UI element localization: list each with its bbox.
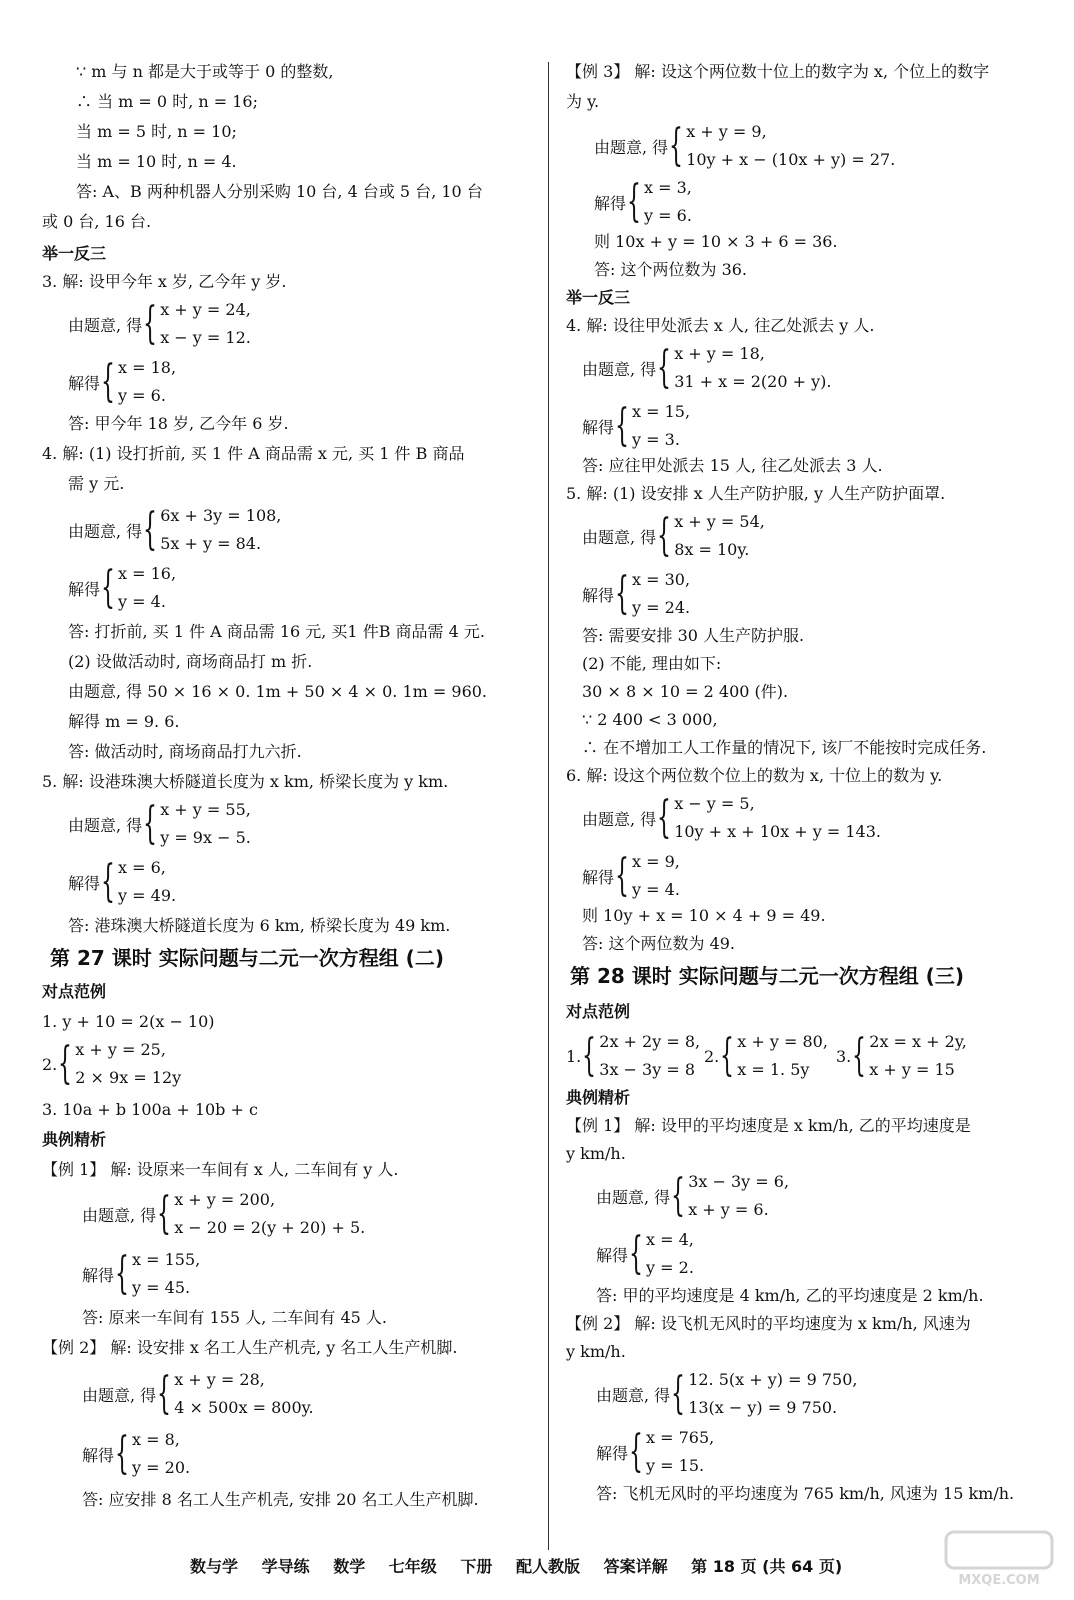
equation: x = 4, bbox=[646, 1230, 694, 1249]
brace-icon: { bbox=[101, 856, 116, 907]
text-line: (2) 设做活动时, 商场商品打 m 折. bbox=[68, 652, 313, 671]
equation: x + y = 24, bbox=[160, 300, 251, 319]
problem-statement: 5. 解: (1) 设安排 x 人生产防护服, y 人生产防护面罩. bbox=[566, 484, 946, 503]
system-label: 解得 bbox=[594, 193, 627, 213]
system-label: 解得 bbox=[82, 1445, 115, 1465]
equation: x = 765, bbox=[646, 1428, 715, 1447]
brace-icon: { bbox=[58, 1038, 73, 1089]
brace-icon: { bbox=[671, 1368, 686, 1419]
footer-page-number: 第 18 页 (共 64 页) bbox=[691, 1557, 843, 1576]
text-line: 答: A、B 两种机器人分别采购 10 台, 4 台或 5 台, 10 台 bbox=[76, 182, 483, 201]
problem-statement: 3. 解: 设甲今年 x 岁, 乙今年 y 岁. bbox=[42, 272, 287, 291]
system-label: 由题意, 得 bbox=[582, 527, 657, 547]
text-line: ∵ 2 400 < 3 000, bbox=[582, 710, 718, 729]
text-line: ∴ 当 m = 0 时, n = 16; bbox=[76, 92, 258, 111]
text-line: y km/h. bbox=[566, 1144, 626, 1163]
problem-statement: 4. 解: 设往甲处派去 x 人, 往乙处派去 y 人. bbox=[566, 316, 875, 335]
text-line: 则 10y + x = 10 × 4 + 9 = 49. bbox=[582, 906, 826, 925]
system-label: 由题意, 得 bbox=[582, 809, 657, 829]
example-statement: 【例 3】 解: 设这个两位数十位上的数字为 x, 个位上的数字 bbox=[566, 62, 990, 81]
equation: x + y = 55, bbox=[160, 800, 251, 819]
text-line: 为 y. bbox=[566, 92, 600, 111]
solution-system bbox=[68, 560, 176, 616]
brace-icon: { bbox=[657, 792, 672, 843]
system-label: 3. bbox=[836, 1046, 852, 1066]
system-label: 由题意, 得 bbox=[596, 1385, 671, 1405]
answer-line: 答: 做活动时, 商场商品打九六折. bbox=[68, 742, 302, 761]
equation: 2x + 2y = 8, bbox=[599, 1032, 701, 1051]
brace-icon: { bbox=[115, 1428, 130, 1479]
brace-icon: { bbox=[143, 298, 158, 349]
answer-line: 答: 原来一车间有 155 人, 二车间有 45 人. bbox=[82, 1308, 387, 1327]
equation: 10y + x + 10x + y = 143. bbox=[674, 822, 881, 841]
section-heading: 对点范例 bbox=[566, 1002, 631, 1021]
text-line: (2) 不能, 理由如下: bbox=[582, 654, 722, 673]
text-line: 需 y 元. bbox=[68, 474, 125, 493]
equation: x = 6, bbox=[118, 858, 166, 877]
solution-system bbox=[596, 1424, 714, 1480]
answer-line: 答: 需要安排 30 人生产防护服. bbox=[582, 626, 805, 645]
system-label: 由题意, 得 bbox=[82, 1205, 157, 1225]
brace-icon: { bbox=[629, 1426, 644, 1477]
equation: 6x + 3y = 108, bbox=[160, 506, 282, 525]
text-line: 或 0 台, 16 台. bbox=[42, 212, 152, 231]
answer-line: 答: 这个两位数为 36. bbox=[594, 260, 748, 279]
equation: x = 15, bbox=[632, 402, 691, 421]
equation-system bbox=[836, 1028, 967, 1084]
section-heading: 典例精析 bbox=[566, 1088, 631, 1107]
system-label: 由题意, 得 bbox=[68, 815, 143, 835]
system-label: 解得 bbox=[68, 873, 101, 893]
equation: y = 4. bbox=[632, 880, 680, 899]
equation: x + y = 9, bbox=[686, 122, 767, 141]
answer-line: 答: 这个两位数为 49. bbox=[582, 934, 736, 953]
brace-icon: { bbox=[157, 1368, 172, 1419]
page-footer bbox=[190, 1554, 860, 1577]
equation: x = 155, bbox=[132, 1250, 201, 1269]
equation: y = 20. bbox=[132, 1458, 191, 1477]
equation: x = 9, bbox=[632, 852, 680, 871]
footer-grade: 七年级 bbox=[388, 1557, 437, 1576]
equation: 8x = 10y. bbox=[674, 540, 750, 559]
brace-icon: { bbox=[115, 1248, 130, 1299]
equation: x + y = 80, bbox=[737, 1032, 828, 1051]
section-heading: 典例精析 bbox=[42, 1130, 107, 1149]
brace-icon: { bbox=[657, 510, 672, 561]
system-label: 由题意, 得 bbox=[594, 137, 669, 157]
text-line: 则 10x + y = 10 × 3 + 6 = 36. bbox=[594, 232, 838, 251]
text-line: ∵ m 与 n 都是大于或等于 0 的整数, bbox=[76, 62, 334, 81]
solution-system bbox=[582, 848, 680, 904]
text-line: 1. y + 10 = 2(x − 10) bbox=[42, 1012, 215, 1031]
equation-system bbox=[566, 1028, 700, 1084]
footer-brand: 数与学 bbox=[190, 1557, 239, 1576]
lesson-title: 第 27 课时 实际问题与二元一次方程组 (二) bbox=[50, 946, 444, 970]
brace-icon: { bbox=[669, 120, 684, 171]
footer-volume: 下册 bbox=[460, 1557, 493, 1576]
equation: x − y = 5, bbox=[674, 794, 755, 813]
brace-icon: { bbox=[615, 850, 630, 901]
problem-statement: 6. 解: 设这个两位数个位上的数为 x, 十位上的数为 y. bbox=[566, 766, 943, 785]
equation-system bbox=[582, 508, 765, 564]
answer-line: 答: 甲今年 18 岁, 乙今年 6 岁. bbox=[68, 414, 289, 433]
text-line: 3. 10a + b 100a + 10b + c bbox=[42, 1100, 258, 1119]
equation: x + y = 6. bbox=[688, 1200, 769, 1219]
brace-icon: { bbox=[101, 562, 116, 613]
answer-line: 答: 港珠澳大桥隧道长度为 6 km, 桥梁长度为 49 km. bbox=[68, 916, 451, 935]
equation: x + y = 15 bbox=[869, 1060, 955, 1079]
brace-icon: { bbox=[101, 356, 116, 407]
problem-statement: 4. 解: (1) 设打折前, 买 1 件 A 商品需 x 元, 买 1 件 B 商品 bbox=[42, 444, 465, 463]
brace-icon: { bbox=[720, 1030, 735, 1081]
equation-system bbox=[82, 1186, 365, 1242]
system-label: 2. bbox=[704, 1046, 720, 1066]
equation: 5x + y = 84. bbox=[160, 534, 262, 553]
equation: y = 4. bbox=[118, 592, 166, 611]
system-label: 2. bbox=[42, 1054, 58, 1074]
section-heading: 举一反三 bbox=[42, 244, 107, 263]
equation-system bbox=[68, 796, 251, 852]
brace-icon: { bbox=[671, 1170, 686, 1221]
column-divider bbox=[548, 62, 549, 1550]
equation-system bbox=[82, 1366, 314, 1422]
text-line: 由题意, 得 50 × 16 × 0. 1m + 50 × 4 × 0. 1m = 960. bbox=[68, 682, 488, 701]
system-label: 解得 bbox=[82, 1265, 115, 1285]
system-label: 解得 bbox=[582, 867, 615, 887]
watermark-text: MXQE.COM bbox=[958, 1573, 1040, 1588]
equation: y = 24. bbox=[632, 598, 691, 617]
answer-line: 答: 飞机无风时的平均速度为 765 km/h, 风速为 15 km/h. bbox=[596, 1484, 1015, 1503]
system-label: 解得 bbox=[68, 579, 101, 599]
equation-system bbox=[594, 118, 895, 174]
brace-icon: { bbox=[629, 1228, 644, 1279]
footer-subject: 数学 bbox=[333, 1557, 366, 1576]
text-line: 当 m = 10 时, n = 4. bbox=[76, 152, 237, 171]
equation: y = 3. bbox=[632, 430, 680, 449]
example-statement: 【例 1】 解: 设原来一车间有 x 人, 二车间有 y 人. bbox=[42, 1160, 399, 1179]
equation: 13(x − y) = 9 750. bbox=[688, 1398, 838, 1417]
equation: 31 + x = 2(20 + y). bbox=[674, 372, 832, 391]
equation: 12. 5(x + y) = 9 750, bbox=[688, 1370, 858, 1389]
equation: x − y = 12. bbox=[160, 328, 251, 347]
watermark-logo bbox=[944, 1530, 1054, 1590]
solution-system bbox=[582, 398, 690, 454]
system-label: 由题意, 得 bbox=[68, 521, 143, 541]
system-label: 解得 bbox=[68, 373, 101, 393]
text-line: 30 × 8 × 10 = 2 400 (件). bbox=[582, 682, 789, 701]
solution-system bbox=[68, 854, 176, 910]
equation: y = 15. bbox=[646, 1456, 705, 1475]
solution-system bbox=[594, 174, 692, 230]
equation: y = 6. bbox=[644, 206, 692, 225]
example-statement: 【例 1】 解: 设甲的平均速度是 x km/h, 乙的平均速度是 bbox=[566, 1116, 971, 1135]
brace-icon: { bbox=[657, 342, 672, 393]
section-heading: 对点范例 bbox=[42, 982, 107, 1001]
brace-icon: { bbox=[143, 798, 158, 849]
equation-system bbox=[704, 1028, 828, 1084]
text-line: 当 m = 5 时, n = 10; bbox=[76, 122, 237, 141]
solution-system bbox=[82, 1246, 200, 1302]
equation: x + y = 28, bbox=[174, 1370, 265, 1389]
solution-system bbox=[582, 566, 690, 622]
equation: 2 × 9x = 12y bbox=[75, 1068, 182, 1087]
equation: x = 8, bbox=[132, 1430, 180, 1449]
equation: x + y = 18, bbox=[674, 344, 765, 363]
example-statement: 【例 2】 解: 设飞机无风时的平均速度为 x km/h, 风速为 bbox=[566, 1314, 971, 1333]
equation: 3x − 3y = 6, bbox=[688, 1172, 790, 1191]
brace-icon: { bbox=[615, 568, 630, 619]
system-label: 由题意, 得 bbox=[82, 1385, 157, 1405]
system-label: 由题意, 得 bbox=[68, 315, 143, 335]
brace-icon: { bbox=[143, 504, 158, 555]
equation-system bbox=[596, 1366, 858, 1422]
system-label: 1. bbox=[566, 1046, 582, 1066]
system-label: 解得 bbox=[582, 585, 615, 605]
equation: x = 18, bbox=[118, 358, 177, 377]
footer-series: 学导练 bbox=[261, 1557, 310, 1576]
equation-system bbox=[596, 1168, 789, 1224]
brace-icon: { bbox=[627, 176, 642, 227]
equation-system bbox=[68, 296, 251, 352]
equation: y = 2. bbox=[646, 1258, 694, 1277]
system-label: 解得 bbox=[582, 417, 615, 437]
lesson-title: 第 28 课时 实际问题与二元一次方程组 (三) bbox=[570, 964, 964, 988]
equation-system bbox=[42, 1036, 181, 1092]
equation: x = 3, bbox=[644, 178, 692, 197]
brace-icon: { bbox=[852, 1030, 867, 1081]
equation-system bbox=[68, 502, 281, 558]
answer-line: 答: 应安排 8 名工人生产机壳, 安排 20 名工人生产机脚. bbox=[82, 1490, 479, 1509]
equation: y = 6. bbox=[118, 386, 166, 405]
equation: x + y = 200, bbox=[174, 1190, 276, 1209]
solution-system bbox=[82, 1426, 190, 1482]
answer-line: 答: 打折前, 买 1 件 A 商品需 16 元, 买1 件B 商品需 4 元. bbox=[68, 622, 485, 641]
equation-system bbox=[582, 340, 831, 396]
problem-statement: 5. 解: 设港珠澳大桥隧道长度为 x km, 桥梁长度为 y km. bbox=[42, 772, 449, 791]
equation: x − 20 = 2(y + 20) + 5. bbox=[174, 1218, 366, 1237]
equation: x = 16, bbox=[118, 564, 177, 583]
equation-system bbox=[582, 790, 881, 846]
text-line: y km/h. bbox=[566, 1342, 626, 1361]
answer-line: 答: 甲的平均速度是 4 km/h, 乙的平均速度是 2 km/h. bbox=[596, 1286, 984, 1305]
equation: y = 9x − 5. bbox=[160, 828, 251, 847]
equation: x + y = 54, bbox=[674, 512, 765, 531]
equation: x + y = 25, bbox=[75, 1040, 166, 1059]
equation: x = 30, bbox=[632, 570, 691, 589]
footer-edition: 配人教版 bbox=[515, 1557, 580, 1576]
answer-line: 答: 应往甲处派去 15 人, 往乙处派去 3 人. bbox=[582, 456, 883, 475]
system-label: 由题意, 得 bbox=[582, 359, 657, 379]
brace-icon: { bbox=[582, 1030, 597, 1081]
system-label: 解得 bbox=[596, 1443, 629, 1463]
equation: y = 45. bbox=[132, 1278, 191, 1297]
solution-system bbox=[596, 1226, 694, 1282]
section-heading: 举一反三 bbox=[566, 288, 631, 307]
footer-section: 答案详解 bbox=[603, 1557, 668, 1576]
equation: y = 49. bbox=[118, 886, 177, 905]
equation: 3x − 3y = 8 bbox=[599, 1060, 696, 1079]
system-label: 解得 bbox=[596, 1245, 629, 1265]
example-statement: 【例 2】 解: 设安排 x 名工人生产机壳, y 名工人生产机脚. bbox=[42, 1338, 458, 1357]
solution-system bbox=[68, 354, 176, 410]
brace-icon: { bbox=[157, 1188, 172, 1239]
brace-icon: { bbox=[615, 400, 630, 451]
equation: 2x = x + 2y, bbox=[869, 1032, 967, 1051]
system-label: 由题意, 得 bbox=[596, 1187, 671, 1207]
equation: 10y + x − (10x + y) = 27. bbox=[686, 150, 896, 169]
equation: x = 1. 5y bbox=[737, 1060, 810, 1079]
text-line: 解得 m = 9. 6. bbox=[68, 712, 180, 731]
equation: 4 × 500x = 800y. bbox=[174, 1398, 314, 1417]
answer-line: ∴ 在不增加工人工作量的情况下, 该厂不能按时完成任务. bbox=[582, 738, 987, 757]
